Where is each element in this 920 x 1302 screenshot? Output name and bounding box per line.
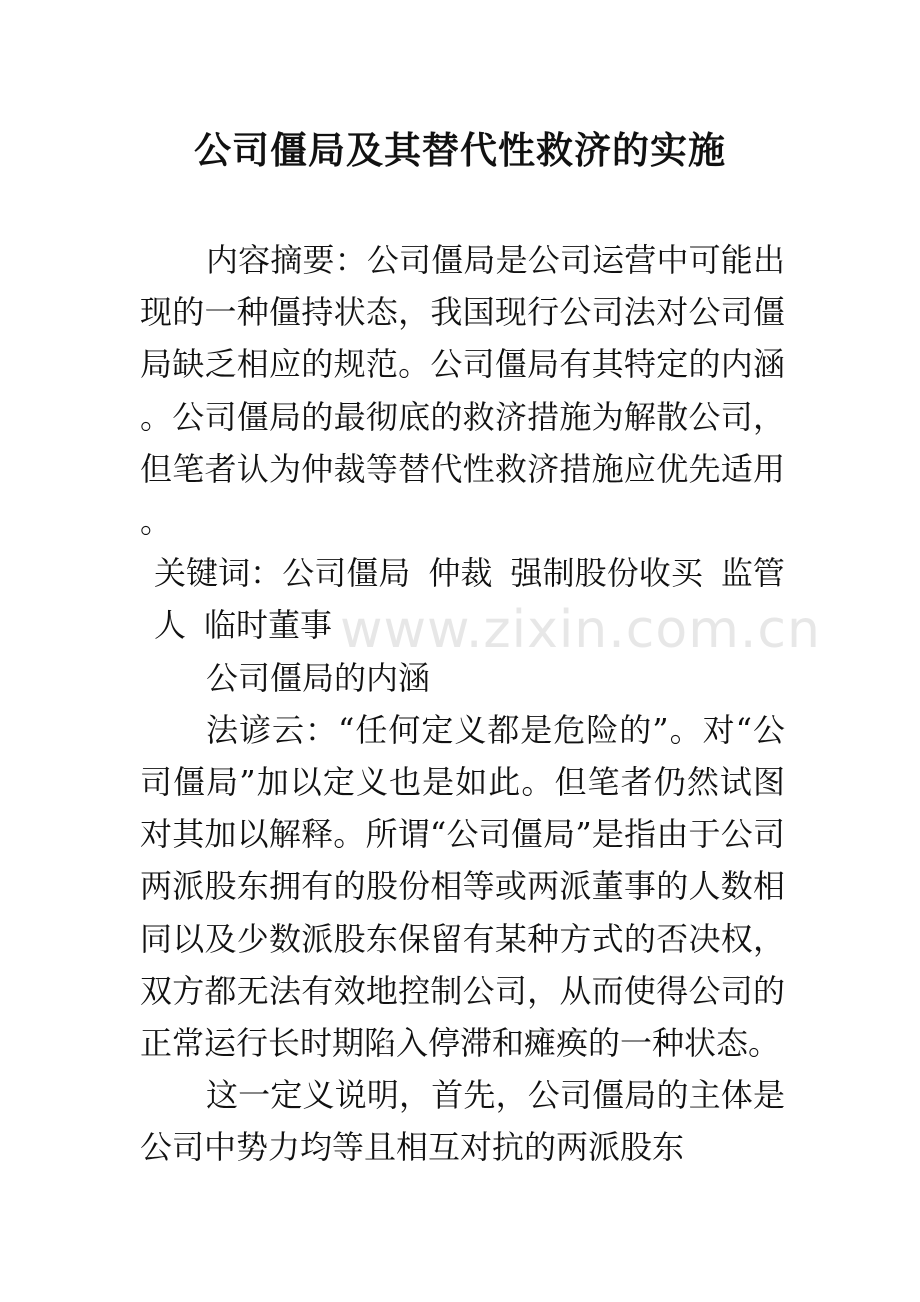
keyword: 公司僵局: [282, 554, 411, 593]
abstract-paragraph: 内容摘要：公司僵局是公司运营中可能出现的一种僵持状态，我国现行公司法对公司僵局缺乏相应的规范。公司僵局有其特定的内涵。公司僵局的最彻底的救济措施为解散公司，但笔者认为仲裁等替代性救济措施应优先适用。: [140, 241, 785, 541]
watermark: www.zixin.com.cn: [340, 600, 821, 660]
body-paragraph: 这一定义说明，首先，公司僵局的主体是公司中势力均等且相互对抗的两派股东: [140, 1076, 785, 1167]
keyword: 临时董事: [204, 606, 333, 645]
keywords-line: [140, 547, 785, 651]
keyword: 强制股份收买: [510, 554, 703, 593]
document-title: 公司僵局及其替代性救济的实施: [194, 128, 726, 172]
section-heading: 公司僵局的内涵: [206, 658, 431, 697]
keywords-label: 关键词：: [154, 554, 283, 593]
keyword: 监管人: [154, 554, 785, 645]
body-paragraph: 法谚云：“任何定义都是危险的”。对“公司僵局”加以定义也是如此。但笔者仍然试图对其加以解释。所谓“公司僵局”是指由于公司两派股东拥有的股份相等或两派董事的人数相同以及少数派股东保留有某种方式的否决权，双方都无法有效地控制公司，从而使得公司的正常运行长时期陷入停滞和瘫痪的一种状态。: [140, 710, 785, 1063]
document-body: [140, 234, 785, 1174]
keyword: 仲裁: [428, 554, 493, 593]
